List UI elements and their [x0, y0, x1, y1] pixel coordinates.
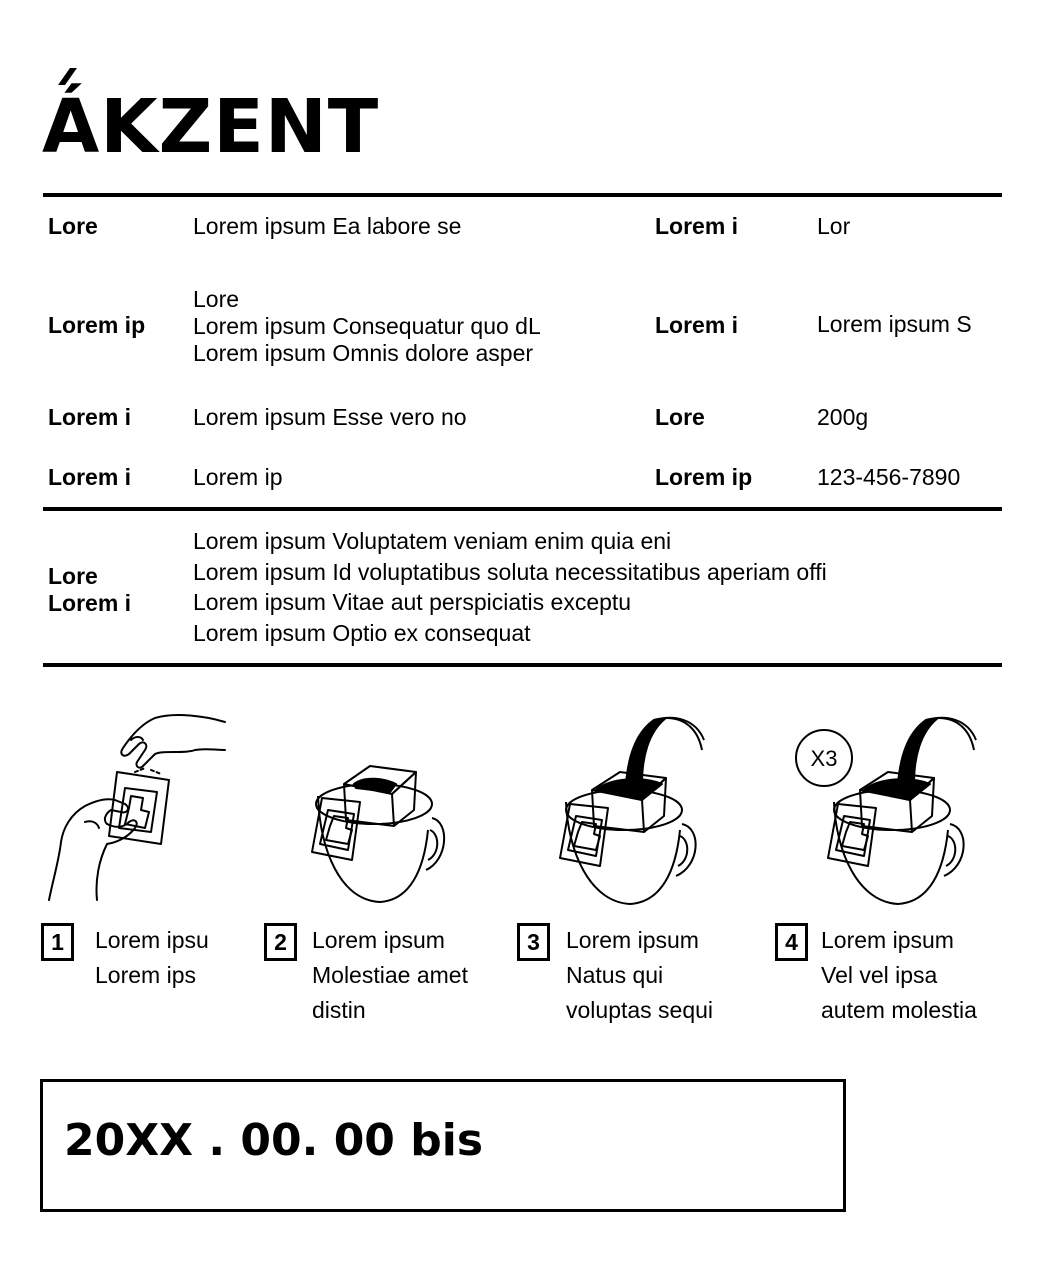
step-line: Lorem ipsum — [821, 927, 954, 953]
step-number: 2 — [264, 923, 297, 961]
repeat-badge-label: X3 — [810, 746, 838, 771]
info-label: Lore — [48, 213, 98, 239]
info-value: 200g — [817, 404, 869, 430]
notes-label: Lorem i — [48, 590, 132, 616]
middle-rule — [43, 507, 1002, 511]
expiry-box — [40, 1079, 846, 1212]
notes-label: Lore — [48, 563, 98, 589]
info-value: Lore — [193, 286, 240, 312]
expiry-date: 20XX . 00. 00 bis — [64, 1115, 484, 1166]
step-line: voluptas sequi — [566, 997, 714, 1023]
step-description — [95, 923, 209, 993]
step-line: Lorem ips — [95, 962, 196, 988]
step-number: 4 — [775, 923, 808, 961]
step-line: autem molestia — [821, 997, 977, 1023]
info-label: Lorem ip — [48, 312, 146, 338]
info-label: Lorem ip — [655, 464, 753, 490]
step-line: Lorem ipsum — [312, 927, 445, 953]
info-label: Lore — [655, 404, 705, 430]
hands-tear-open-icon — [45, 710, 235, 905]
step-description — [312, 923, 468, 1028]
info-label: Lorem i — [655, 213, 739, 239]
info-value: Lorem ipsum Esse vero no — [193, 404, 467, 430]
info-value: Lorem ipsum Ea labore se — [193, 213, 462, 239]
step-line: Molestiae amet — [312, 962, 468, 988]
notes-line: Lorem ipsum Optio ex consequat — [193, 620, 531, 646]
notes-line: Lorem ipsum Voluptatem veniam enim quia eni — [193, 528, 672, 554]
top-rule — [43, 193, 1002, 197]
info-value: Lorem ipsum Consequatur quo dL — [193, 313, 541, 339]
step-line: Vel vel ipsa — [821, 962, 938, 988]
step-line: distin — [312, 997, 366, 1023]
drip-bag-on-cup-icon — [300, 710, 450, 905]
bottom-rule — [43, 663, 1002, 667]
step-number: 1 — [41, 923, 74, 961]
info-label: Lorem i — [48, 404, 132, 430]
info-value: Lorem ip — [193, 464, 283, 490]
notes-line: Lorem ipsum Id voluptatibus soluta necessitatibus aperiam offi — [193, 559, 827, 585]
info-value: Lorem ipsum Omnis dolore asper — [193, 340, 534, 366]
info-value: Lorem ipsum S — [817, 311, 972, 337]
info-value: 123-456-7890 — [817, 464, 961, 490]
info-value: Lor — [817, 213, 851, 239]
notes-line: Lorem ipsum Vitae aut perspiciatis exceptu — [193, 589, 632, 615]
step-line: Lorem ipsu — [95, 927, 209, 953]
pour-water-icon — [556, 710, 706, 905]
brand-logo — [42, 68, 380, 170]
step-number: 3 — [517, 923, 550, 961]
info-label: Lorem i — [48, 464, 132, 490]
step-line: Natus qui — [566, 962, 664, 988]
step-line: Lorem ipsum — [566, 927, 699, 953]
step-description — [566, 923, 713, 1028]
info-label: Lorem i — [655, 312, 739, 338]
step-description — [821, 923, 977, 1028]
logo-text: ÁKZENT — [42, 84, 380, 170]
pour-repeat-icon — [790, 710, 980, 905]
